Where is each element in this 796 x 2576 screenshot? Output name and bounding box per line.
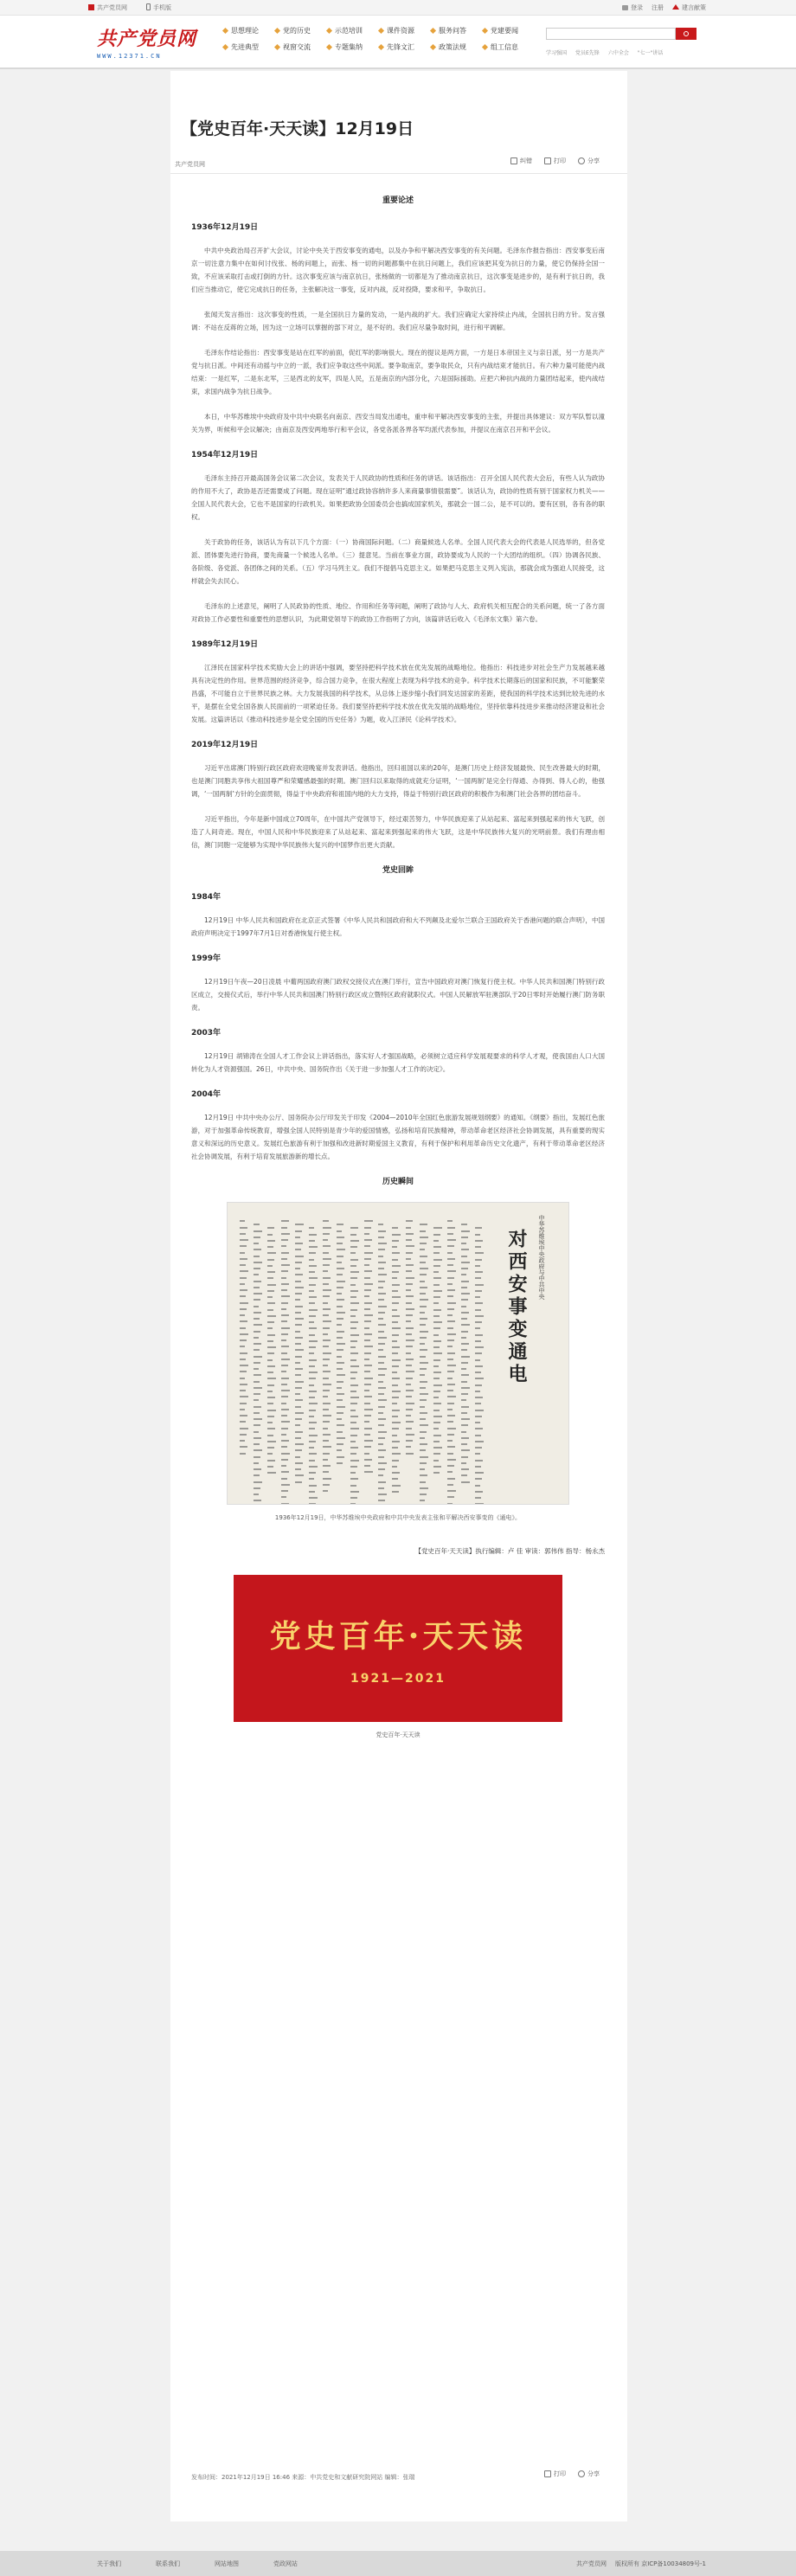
nav-item[interactable]: 专题集纳 <box>327 42 379 52</box>
printer-icon <box>544 2470 551 2477</box>
footer-link[interactable]: 关于我们 <box>97 2560 121 2567</box>
nav-item[interactable]: 课件资源 <box>379 26 431 35</box>
document-text-column <box>350 1227 359 1505</box>
footer-link[interactable]: 网站地图 <box>215 2560 239 2567</box>
document-text-column <box>461 1224 470 1485</box>
document-text-column <box>475 1227 484 1505</box>
document-text-column <box>281 1220 290 1505</box>
divider <box>170 173 627 174</box>
paragraph: 毛泽东的上述意见，阐明了人民政协的性质、地位、作用和任务等问题，阐明了政协与人大、政府机关相互配合的关系问题，统一了各方面对政协工作必要性和重要性的思想认识，为此期党领导下的政协工作指明了方向，该篇讲话后收入《毛泽东文集》第六卷。 <box>191 602 605 623</box>
article-page <box>170 71 627 2521</box>
poster-years: 1921—2021 <box>350 1671 446 1686</box>
figure-caption: 1936年12月19日，中华苏维埃中央政府和中共中央发表主张和平解决西安事变的《通电》。 <box>274 1514 522 1521</box>
suggestion-link[interactable]: 建言献策 <box>672 3 706 12</box>
document-text-column <box>323 1220 331 1494</box>
home-icon <box>672 4 679 10</box>
poster-caption: 党史百年·天天读 <box>376 1731 420 1738</box>
report-error-button[interactable]: 纠错 <box>510 157 532 165</box>
paragraph: 张闻天发言指出：这次事变的性质，一是全国抗日力量的发动，一是内战的扩大。我们应确定大家持续止内战，全国抗日的方针。发言强调：不站在反蒋的立场，因为这一立场可以掌握的部下对立，是不好的。我们应尽量争取时间，进行和平调解。 <box>191 311 605 331</box>
paragraph: 12月19日 胡锦涛在全国人才工作会议上讲话指出，落实好人才强国战略，必须树立适应科学发展观要求的科学人才观，使我国由人口大国转化为人才资源强国。26日，中共中央、国务院作出《关于进一步加强人才工作的决定》。 <box>191 1052 605 1073</box>
hot-keyword[interactable]: 党员E先锋 <box>575 50 600 56</box>
paragraph: 12月19日 中华人民共和国政府在北京正式签署《中华人民共和国政府和大不列颠及北爱尔兰联合王国政府关于香港问题的联合声明》，中国政府声明决定于1997年7月1日对香港恢复行使主权。 <box>191 916 605 937</box>
series-poster <box>234 1575 562 1722</box>
document-text-column <box>406 1220 414 1456</box>
hot-keyword[interactable]: 学习强国 <box>546 50 568 56</box>
print-button-bottom[interactable]: 打印 <box>544 2470 566 2478</box>
document-text-column <box>337 1224 345 1466</box>
document-text-column <box>447 1220 456 1505</box>
share-icon <box>578 2470 585 2477</box>
site-logo[interactable]: 共产党员网 WWW.12371.CN <box>97 28 197 60</box>
nav-item[interactable]: 政策法规 <box>431 42 483 52</box>
topbar-site-link[interactable]: 共产党员网 <box>88 3 127 12</box>
document-text-column <box>392 1227 401 1494</box>
nav-item[interactable]: 先进典型 <box>223 42 275 52</box>
nav-item[interactable]: 党建要闻 <box>483 26 535 35</box>
article-body <box>191 194 605 1739</box>
document-text-column <box>378 1224 387 1505</box>
print-button[interactable]: 打印 <box>544 157 566 165</box>
topbar-mobile-link[interactable]: 手机版 <box>146 3 171 12</box>
paragraph: 中共中央政治局召开扩大会议，讨论中央关于西安事变的通电，以及办争和平解决西安事变的有关问题。毛泽东作报告指出：西安事变后南京一切注意力集中在如何讨伐张、杨的问题上，而张、杨一切的问题都集中在抗日问题上，我们应该把其变为抗日的力量，使它仍保持全国一致，不应该采取打击或打倒的方针。这次事变应该与南京抗日，张杨做的一切都是为了推动南京抗日，这次事变是进步的，是有利于抗日的，我们应当推动它，使它完成抗日的任务，主张解决这一事变，反对内战，反对投降，要求和平，争取抗日。 <box>191 247 605 293</box>
lock-icon <box>622 5 628 10</box>
nav-item[interactable]: 示范培训 <box>327 26 379 35</box>
paragraph: 毛泽东主持召开最高国务会议第二次会议，发表关于人民政协的性质和任务的讲话。该话指出：召开全国人民代表大会后，有些人认为政协的作用不大了，政协是否还需要成了问题。现在证明“通过政协容纳许多人来商量事情很需要”。该话认为，政协的性质有别于国家权力机关——全国人民代表大会，它也不是国家的行政机关。如果把政协全国委员会也搞成国家机关，那就会一国二公，是不可以的。要有区别，各有各的职权。 <box>191 474 605 521</box>
paragraph: 12月19日午夜—20日凌晨 中葡两国政府澳门政权交接仪式在澳门举行，宣告中国政府对澳门恢复行使主权。中华人民共和国澳门特别行政区成立，交接仪式后，举行中华人民共和国澳门特别行政区成立暨特区政府就职仪式。中国人民解放军驻澳部队于20日零时开始履行澳门防务职责。 <box>191 978 605 1012</box>
paragraph: 江泽民在国家科学技术奖励大会上的讲话中强调，要坚持把科学技术放在优先发展的战略地位。他指出：科技进步对社会生产力发展越来越具有决定性的作用。世界范围的经济竞争，综合国力竞争，在很大程度上表现为科学技术的竞争。科学技术长期落后的国家和民族，不可能繁荣昌盛，不可能自立于世界民族之林。大力发展我国的科学技术，从总体上逐步缩小我们同发达国家的差距，使我国的科学技术达到比较先进的水平，是摆在全党全国各族人民面前的一项紧迫任务。我们要坚持把科学技术放在优先发展的战略地位，坚持依靠科技进步来推动经济建设和社会发展。这篇讲话以《推动科技进步是全党全国的历史任务》为题，收入江泽民《论科学技术》。 <box>191 664 605 723</box>
edit-icon <box>510 157 517 164</box>
paragraph: 关于政协的任务，该话认为有以下几个方面：（一）协商国际问题。（二）商量候选人名单。全国人民代表大会的代表是人民选举的，但各党派、团体要先进行协商，要先商量一个候选人名单。（三）提意见。当前在事业方面，政协要成为人民的一个大团结的组织。（四）协调各民族、各阶级、各党派、各团体之间的关系。（五）学习马列主义。我们不提倡马克思主义。如果把马克思主义列入宪法，那就会成为强迫人民接受，这样就会失去民心。 <box>191 538 605 585</box>
date-heading: 1984年 <box>191 893 221 902</box>
share-button-bottom[interactable]: 分享 <box>578 2470 600 2478</box>
document-heading: 中华苏维埃中央政府与中共中央 <box>538 1215 545 1300</box>
section-heading: 重要论述 <box>382 196 414 205</box>
site-header <box>0 16 796 69</box>
historical-document-image <box>227 1202 569 1505</box>
document-text-column <box>364 1220 373 1475</box>
article-source: 共产党员网 <box>175 161 205 168</box>
section-heading: 党史回眸 <box>382 866 414 875</box>
login-link[interactable]: 登录 <box>622 3 643 12</box>
site-footer <box>0 2551 796 2576</box>
document-text-column <box>295 1224 304 1485</box>
share-button[interactable]: 分享 <box>578 157 600 165</box>
article-tools <box>510 157 600 165</box>
footer-link[interactable]: 党政网站 <box>273 2560 298 2567</box>
nav-item[interactable]: 组工信息 <box>483 42 535 52</box>
document-text-column <box>309 1227 318 1505</box>
nav-item[interactable]: 先锋文汇 <box>379 42 431 52</box>
document-text-column <box>254 1224 262 1504</box>
editor-credits: 【党史百年·天天读】执行编辑：卢 佳 审读：郭伟伟 指导：杨永杰 <box>414 1547 605 1555</box>
date-heading: 1999年 <box>191 954 221 963</box>
search-button[interactable] <box>676 28 696 40</box>
paragraph: 习近平出席澳门特别行政区政府欢迎晚宴并发表讲话。他指出，回归祖国以来的20年，是澳门历史上经济发展最快、民生改善最大的时期，也是澳门同胞共享伟大祖国尊严和荣耀感最强的时期。澳门回归以来取得的成就充分证明，‘一国两制’是完全行得通、办得到、得人心的，他强调，‘一国两制’方针的全面贯彻，得益于中央政府和祖国内地的大力支持，得益于特别行政区政府的积极作为和澳门社会各界的团结奋斗。 <box>191 764 605 798</box>
section-heading: 历史瞬间 <box>382 1178 414 1186</box>
top-bar <box>0 0 796 16</box>
footer-copyright: 版权所有 京ICP备10034809号-1 <box>614 2560 706 2567</box>
search-input[interactable] <box>546 28 676 40</box>
document-text-column <box>433 1227 442 1475</box>
date-heading: 1989年12月19日 <box>191 640 259 649</box>
share-icon <box>578 157 585 164</box>
nav-item[interactable]: 党的历史 <box>275 26 327 35</box>
document-text-column <box>267 1227 276 1475</box>
document-title: 对西安事变通电 <box>505 1229 528 1386</box>
footer-link[interactable]: 联系我们 <box>156 2560 180 2567</box>
date-heading: 1936年12月19日 <box>191 223 259 232</box>
document-text-column <box>420 1224 428 1504</box>
document-text-column <box>240 1220 248 1456</box>
nav-item[interactable]: 服务问答 <box>431 26 483 35</box>
hot-keywords <box>546 48 663 56</box>
main-nav <box>223 26 535 52</box>
article-sections <box>191 194 605 1186</box>
footer-site-name: 共产党员网 <box>575 2560 607 2567</box>
paragraph: 习近平指出，今年是新中国成立70周年，在中国共产党领导下，经过艰苦努力，中华民族迎来了从站起来、富起来到强起来的伟大飞跃，创造了人间奇迹。现在，中国人民和中华民族迎来了从站起来、富起来到强起来的伟大飞跃，这是中华民族伟大复兴的光明前景。我们有理由相信，澳门同胞一定能够为实现中华民族伟大复兴的中国梦作出更大贡献。 <box>191 815 605 849</box>
date-heading: 2019年12月19日 <box>191 741 259 749</box>
printer-icon <box>544 157 551 164</box>
date-heading: 2004年 <box>191 1090 221 1099</box>
poster-title: 党史百年·天天读 <box>269 1617 527 1654</box>
date-heading: 1954年12月19日 <box>191 451 259 459</box>
article-title: 【党史百年·天天读】12月19日 <box>181 119 414 138</box>
date-heading: 2003年 <box>191 1029 221 1037</box>
hot-keyword[interactable]: 六中全会 <box>607 50 629 56</box>
paragraph: 毛泽东作结论指出：西安事变是站在红军的前面，促红军的影响很大。现在的提议是两方面，一方是日本帝国主义与亲日派，另一方是共产党与抗日派。中间还有动摇与中立的一派，我们应争取这些中间派。要争取南京，要争取民众，只有内战结束才能抗日。有六种力量可能使内战结束：一是红军，二是东北军，三是西北的友军，四是人民，五是南京的内部分化，六是国际援助。应把六种抗内战的力量团结起来，使内战结束，求国内战争为抗日战争。 <box>191 349 605 395</box>
register-link[interactable]: 注册 <box>652 4 664 11</box>
publish-meta: 发布时间：2021年12月19日 16:46 来源：中共党史和文献研究院网站 编辑：张瑞 <box>191 2474 415 2481</box>
hot-keyword[interactable]: "七一"讲话 <box>637 50 664 56</box>
paragraph: 本日，中华苏维埃中央政府及中共中央联名向南京、西安当局发出通电，重申和平解决西安事变的主张，并提出具体建议：双方军队暂以潼关为界，听候和平会议解决；由南京及西安两地举行和平会议，各党各派各界各军均派代表参加，并提议在南京召开和平会议。 <box>191 413 605 434</box>
nav-item[interactable]: 视窗交流 <box>275 42 327 52</box>
nav-item[interactable]: 思想理论 <box>223 26 275 35</box>
paragraph: 12月19日 中共中央办公厅、国务院办公厅印发关于印发《2004—2010年全国红色旅游发展规划纲要》的通知。《纲要》指出，发展红色旅游，对于加强革命传统教育，增强全国人民特别是青少年的爱国情感，弘扬和培育民族精神，带动革命老区经济社会协调发展，具有重要的现实意义和深远的历史意义。发展红色旅游有利于加强和改进新时期爱国主义教育，有利于保护和利用革命历史文化遗产，有利于带动革命老区经济社会协调发展，有利于培育发展旅游新的增长点。 <box>191 1114 605 1160</box>
site-icon <box>88 4 94 10</box>
phone-icon <box>146 3 151 10</box>
search-icon <box>684 31 689 36</box>
bottom-tools <box>544 2470 600 2478</box>
